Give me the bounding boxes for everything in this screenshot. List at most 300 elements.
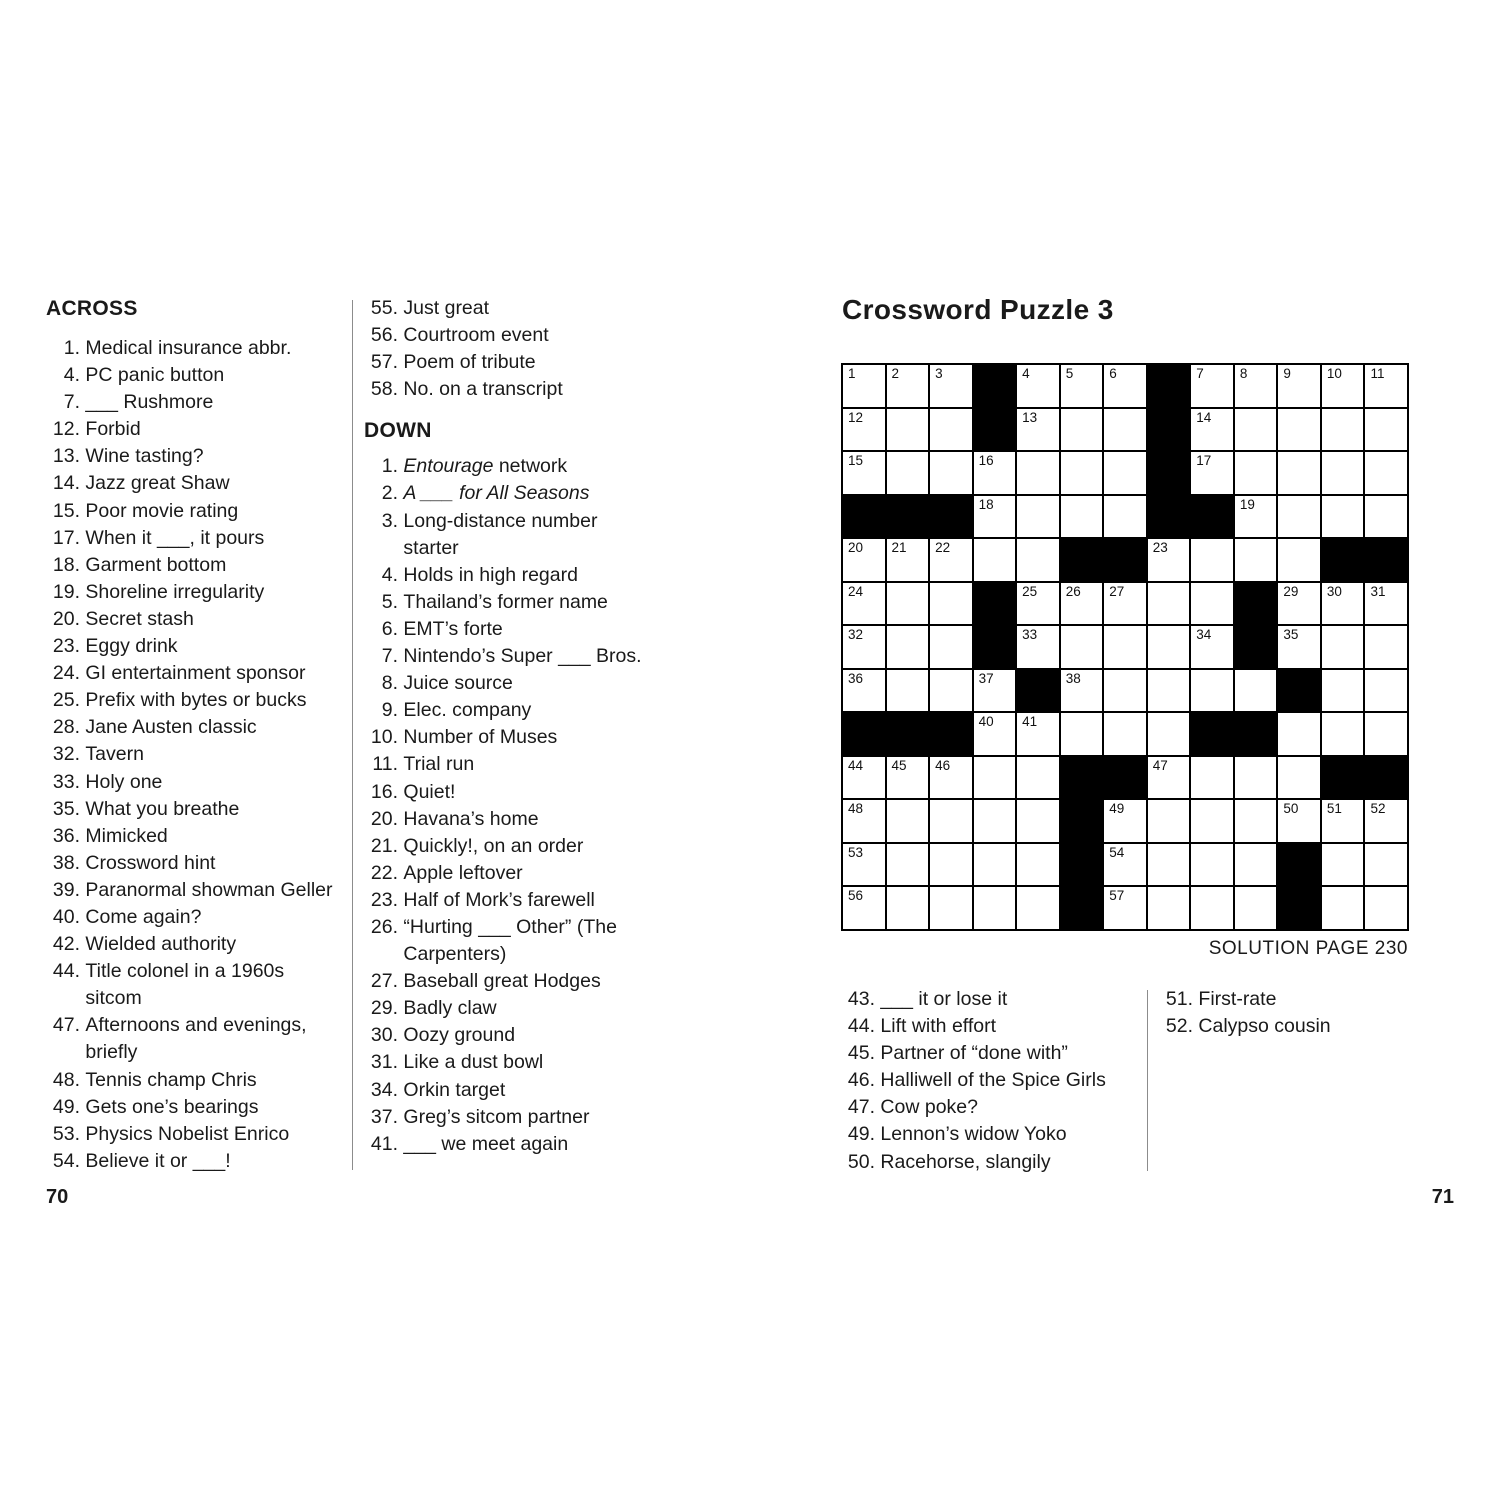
- cell-number: 9: [1283, 366, 1291, 381]
- grid-cell[interactable]: [1365, 713, 1407, 755]
- grid-cell[interactable]: [1017, 496, 1059, 538]
- cell-number: 50: [1283, 801, 1299, 817]
- grid-cell[interactable]: [1365, 452, 1407, 494]
- grid-cell[interactable]: [930, 844, 972, 886]
- grid-cell[interactable]: [887, 887, 929, 929]
- grid-cell[interactable]: [1061, 626, 1103, 668]
- cell-number: 15: [848, 453, 864, 469]
- grid-cell[interactable]: [843, 670, 885, 712]
- across-clue: 13. Wine tasting?: [52, 445, 204, 468]
- grid-cell[interactable]: [1017, 844, 1059, 886]
- cell-number: 14: [1196, 409, 1212, 425]
- grid-cell[interactable]: [1278, 409, 1320, 451]
- grid-cell[interactable]: [1017, 757, 1059, 799]
- crossword-grid[interactable]: [841, 363, 1409, 931]
- grid-cell[interactable]: [1278, 626, 1320, 668]
- down-clue: 44. Lift with effort: [847, 1015, 997, 1038]
- across-clue: 24. GI entertainment sponsor: [52, 662, 306, 685]
- grid-block: [974, 583, 1016, 625]
- grid-cell[interactable]: [930, 800, 972, 842]
- column-divider: [352, 300, 353, 1170]
- grid-cell[interactable]: [930, 539, 972, 581]
- grid-cell[interactable]: [1104, 496, 1146, 538]
- cell-number: 30: [1326, 583, 1342, 599]
- grid-cell[interactable]: [1148, 887, 1190, 929]
- down-clue-list: [364, 508, 694, 1158]
- grid-cell[interactable]: [1017, 713, 1059, 755]
- grid-cell[interactable]: [1104, 626, 1146, 668]
- grid-cell[interactable]: [1322, 626, 1364, 668]
- cell-number: 47: [1152, 757, 1168, 773]
- grid-cell[interactable]: [887, 670, 929, 712]
- grid-cell[interactable]: [1104, 844, 1146, 886]
- cell-number: 26: [1065, 583, 1081, 599]
- down-heading: DOWN: [364, 419, 432, 443]
- grid-cell[interactable]: [843, 583, 885, 625]
- grid-block: [1148, 365, 1190, 407]
- grid-block: [843, 713, 885, 755]
- grid-cell[interactable]: [1104, 583, 1146, 625]
- down-clue: 52. Calypso cousin: [1165, 1015, 1331, 1038]
- grid-cell[interactable]: [1365, 844, 1407, 886]
- down-clue-1: 1. Entourage network: [381, 455, 568, 478]
- grid-cell[interactable]: [887, 844, 929, 886]
- grid-cell[interactable]: [930, 670, 972, 712]
- grid-cell[interactable]: [1191, 539, 1233, 581]
- cell-number: 46: [935, 757, 951, 773]
- grid-block: [1104, 757, 1146, 799]
- cell-number: 40: [978, 714, 994, 730]
- grid-cell[interactable]: [1365, 583, 1407, 625]
- cell-number: 11: [1370, 366, 1385, 381]
- cell-number: 34: [1196, 627, 1212, 643]
- grid-block: [1104, 539, 1146, 581]
- grid-block: [1278, 670, 1320, 712]
- grid-cell[interactable]: [1148, 670, 1190, 712]
- grid-cell[interactable]: [843, 539, 885, 581]
- grid-cell[interactable]: [974, 713, 1016, 755]
- down-clue: 27. Baseball great Hodges: [370, 970, 601, 993]
- grid-block: [1061, 800, 1103, 842]
- grid-block: [930, 713, 972, 755]
- across-clue: 23. Eggy drink: [52, 635, 178, 658]
- cell-number: 38: [1065, 670, 1081, 686]
- down-clue: 23. Half of Mork’s farewell: [370, 888, 595, 911]
- down-clue: 41. ___ we meet again: [370, 1132, 569, 1155]
- grid-cell[interactable]: [1017, 626, 1059, 668]
- across-clue: 56. Courtroom event: [370, 324, 549, 347]
- grid-cell[interactable]: [1235, 800, 1277, 842]
- grid-cell[interactable]: [1148, 844, 1190, 886]
- grid-cell[interactable]: [1061, 409, 1103, 451]
- across-clue: 36. Mimicked: [52, 824, 168, 847]
- grid-cell[interactable]: [1235, 409, 1277, 451]
- grid-block: [1191, 713, 1233, 755]
- grid-cell[interactable]: [1017, 887, 1059, 929]
- grid-cell[interactable]: [1235, 452, 1277, 494]
- puzzle-title: Crossword Puzzle 3: [842, 294, 1114, 325]
- cell-number: 18: [978, 496, 994, 512]
- grid-cell[interactable]: [1017, 800, 1059, 842]
- down-clue: 16. Quiet!: [370, 780, 456, 803]
- page-number-left: 70: [46, 1186, 69, 1208]
- grid-cell[interactable]: [843, 800, 885, 842]
- grid-cell[interactable]: [1322, 844, 1364, 886]
- clue-column-2: [364, 295, 694, 1158]
- across-clue: 19. Shoreline irregularity: [52, 580, 265, 603]
- across-clue: 44. Title colonel in a 1960s: [52, 960, 285, 983]
- grid-cell[interactable]: [1365, 626, 1407, 668]
- down-clue: 49. Lennon’s widow Yoko: [847, 1123, 1067, 1146]
- down-clue-list-continued: [841, 986, 1141, 1176]
- grid-cell[interactable]: [887, 583, 929, 625]
- across-clue: 54. Believe it or ___!: [52, 1149, 231, 1172]
- grid-cell[interactable]: [1061, 365, 1103, 407]
- down-clue: 6. EMT’s forte: [381, 617, 503, 640]
- cell-number: 22: [935, 540, 951, 556]
- grid-cell[interactable]: [1365, 365, 1407, 407]
- grid-cell[interactable]: [1148, 583, 1190, 625]
- grid-block: [1061, 757, 1103, 799]
- down-clue: 46. Halliwell of the Spice Girls: [847, 1069, 1106, 1092]
- grid-cell[interactable]: [1061, 583, 1103, 625]
- grid-cell[interactable]: [1191, 626, 1233, 668]
- grid-cell[interactable]: [1322, 452, 1364, 494]
- cell-number: 45: [891, 757, 907, 773]
- cell-number: 4: [1022, 366, 1030, 381]
- grid-cell[interactable]: [974, 670, 1016, 712]
- cell-number: 19: [1239, 496, 1255, 512]
- grid-cell[interactable]: [887, 539, 929, 581]
- solution-page-note: SOLUTION PAGE 230: [1208, 938, 1408, 959]
- grid-cell[interactable]: [930, 887, 972, 929]
- grid-block: [1148, 496, 1190, 538]
- cell-number: 8: [1239, 366, 1248, 381]
- grid-cell[interactable]: [1235, 539, 1277, 581]
- cell-number: 27: [1109, 583, 1125, 599]
- grid-cell[interactable]: [1278, 713, 1320, 755]
- grid-cell[interactable]: [1278, 583, 1320, 625]
- cell-number: 16: [978, 453, 994, 469]
- grid-cell[interactable]: [1148, 713, 1190, 755]
- grid-block: [1017, 670, 1059, 712]
- cell-number: 1: [848, 366, 856, 381]
- down-clue-list-end: [1159, 986, 1459, 1040]
- across-clue: 25. Prefix with bytes or bucks: [52, 689, 307, 712]
- grid-cell[interactable]: [1017, 583, 1059, 625]
- cell-number: 54: [1109, 844, 1125, 860]
- grid-cell[interactable]: [930, 626, 972, 668]
- across-clue: 4. PC panic button: [63, 364, 225, 387]
- across-clue-continuation: sitcom: [80, 987, 142, 1010]
- cell-number: 32: [848, 627, 864, 643]
- grid-block: [1365, 757, 1407, 799]
- cell-number: 56: [848, 888, 864, 904]
- across-clue: 17. When it ___, it pours: [52, 526, 265, 549]
- grid-cell[interactable]: [1061, 496, 1103, 538]
- grid-cell[interactable]: [843, 844, 885, 886]
- grid-cell[interactable]: [1278, 757, 1320, 799]
- across-clue: 33. Holy one: [52, 770, 163, 793]
- down-clue: 7. Nintendo’s Super ___ Bros.: [381, 645, 642, 668]
- grid-cell[interactable]: [1235, 757, 1277, 799]
- cell-number: 24: [848, 583, 864, 599]
- cell-number: 33: [1022, 627, 1038, 643]
- grid-cell[interactable]: [843, 757, 885, 799]
- cell-number: 52: [1370, 801, 1386, 817]
- cell-number: 37: [978, 670, 994, 686]
- cell-number: 5: [1065, 366, 1074, 381]
- grid-block: [1235, 626, 1277, 668]
- grid-cell[interactable]: [1365, 800, 1407, 842]
- down-clue-continuation: starter: [398, 536, 459, 559]
- grid-block: [1061, 539, 1103, 581]
- down-clue: 3. Long-distance number: [381, 509, 598, 532]
- grid-cell[interactable]: [1104, 887, 1146, 929]
- cell-number: 51: [1326, 801, 1342, 817]
- cell-number: 6: [1109, 366, 1117, 381]
- grid-block: [1191, 496, 1233, 538]
- grid-block: [1235, 713, 1277, 755]
- grid-cell[interactable]: [974, 496, 1016, 538]
- down-clue: 5. Thailand’s former name: [381, 590, 608, 613]
- down-clue: 21. Quickly!, on an order: [370, 834, 584, 857]
- grid-cell[interactable]: [1148, 626, 1190, 668]
- across-clue: 14. Jazz great Shaw: [52, 472, 230, 495]
- cell-number: 20: [848, 540, 864, 556]
- grid-cell[interactable]: [1278, 496, 1320, 538]
- across-clue: 39. Paranormal showman Geller: [52, 878, 333, 901]
- across-heading: ACROSS: [46, 297, 138, 320]
- grid-cell[interactable]: [843, 409, 885, 451]
- grid-cell[interactable]: [1104, 800, 1146, 842]
- down-clue: 4. Holds in high regard: [381, 563, 578, 586]
- across-clue: 58. No. on a transcript: [370, 378, 563, 401]
- grid-cell[interactable]: [887, 409, 929, 451]
- cell-number: 41: [1022, 714, 1038, 730]
- grid-cell[interactable]: [1191, 583, 1233, 625]
- down-clue: 20. Havana’s home: [370, 807, 539, 830]
- grid-block: [974, 626, 1016, 668]
- grid-cell[interactable]: [1365, 409, 1407, 451]
- grid-cell[interactable]: [887, 626, 929, 668]
- grid-cell[interactable]: [1148, 757, 1190, 799]
- grid-cell[interactable]: [1104, 365, 1146, 407]
- grid-cell[interactable]: [843, 626, 885, 668]
- across-clue: 55. Just great: [370, 297, 490, 319]
- grid-cell[interactable]: [974, 539, 1016, 581]
- cell-number: 53: [848, 844, 864, 860]
- grid-block: [1322, 757, 1364, 799]
- cell-number: 57: [1109, 888, 1125, 904]
- grid-cell[interactable]: [887, 800, 929, 842]
- down-clue-2: 2. A ___ for All Seasons: [381, 482, 590, 505]
- grid-cell[interactable]: [843, 365, 885, 407]
- grid-block: [1061, 844, 1103, 886]
- down-clue: 26. “Hurting ___ Other” (The: [370, 915, 617, 938]
- grid-cell[interactable]: [1322, 800, 1364, 842]
- across-clue: 32. Tavern: [52, 743, 144, 766]
- down-clue: 43. ___ it or lose it: [847, 988, 1008, 1010]
- grid-block: [1061, 887, 1103, 929]
- grid-cell[interactable]: [1278, 539, 1320, 581]
- down-clue: 22. Apple leftover: [370, 861, 523, 884]
- grid-cell[interactable]: [1104, 713, 1146, 755]
- grid-cell[interactable]: [887, 452, 929, 494]
- grid-cell[interactable]: [1017, 365, 1059, 407]
- across-clue: 53. Physics Nobelist Enrico: [52, 1122, 290, 1145]
- grid-cell[interactable]: [1278, 800, 1320, 842]
- cell-number: 49: [1109, 801, 1125, 817]
- down-clue: 29. Badly claw: [370, 997, 497, 1020]
- down-clue: 37. Greg’s sitcom partner: [370, 1105, 590, 1128]
- across-clue-list: [46, 335, 346, 1175]
- cell-number: 23: [1152, 540, 1168, 556]
- cell-number: 36: [848, 670, 864, 686]
- grid-cell[interactable]: [930, 583, 972, 625]
- grid-cell[interactable]: [1191, 452, 1233, 494]
- grid-cell[interactable]: [843, 452, 885, 494]
- cell-number: 2: [891, 366, 900, 381]
- down-clue: 47. Cow poke?: [847, 1096, 978, 1119]
- grid-cell[interactable]: [1322, 887, 1364, 929]
- down-clue: 11. Trial run: [372, 753, 475, 776]
- across-column: [46, 295, 346, 1175]
- cell-number: 25: [1022, 583, 1038, 599]
- grid-cell[interactable]: [1365, 670, 1407, 712]
- grid-cell[interactable]: [974, 887, 1016, 929]
- grid-cell[interactable]: [1191, 670, 1233, 712]
- grid-cell[interactable]: [1278, 365, 1320, 407]
- grid-cell[interactable]: [1322, 365, 1364, 407]
- grid-cell[interactable]: [974, 844, 1016, 886]
- cell-number: 44: [848, 757, 864, 773]
- grid-cell[interactable]: [1191, 365, 1233, 407]
- across-clue: 28. Jane Austen classic: [52, 716, 257, 739]
- grid-cell[interactable]: [1322, 496, 1364, 538]
- grid-cell[interactable]: [1235, 887, 1277, 929]
- down-clue: 9. Elec. company: [381, 699, 532, 722]
- grid-cell[interactable]: [1235, 365, 1277, 407]
- down-clue: 8. Juice source: [381, 672, 513, 695]
- cell-number: 7: [1196, 366, 1204, 381]
- grid-cell[interactable]: [930, 452, 972, 494]
- grid-cell[interactable]: [974, 757, 1016, 799]
- grid-cell[interactable]: [930, 409, 972, 451]
- grid-block: [1278, 887, 1320, 929]
- grid-cell[interactable]: [1061, 452, 1103, 494]
- cell-number: 31: [1370, 583, 1386, 599]
- grid-block: [887, 496, 929, 538]
- grid-block: [1148, 409, 1190, 451]
- grid-cell[interactable]: [1191, 844, 1233, 886]
- grid-cell[interactable]: [1235, 844, 1277, 886]
- across-clue-continuation: briefly: [80, 1041, 138, 1064]
- grid-cell[interactable]: [1017, 409, 1059, 451]
- across-clue: 40. Come again?: [52, 905, 202, 928]
- across-clue: 57. Poem of tribute: [370, 351, 536, 374]
- across-clue: 7. ___ Rushmore: [63, 391, 214, 414]
- cell-number: 29: [1283, 583, 1299, 599]
- grid-cell[interactable]: [1148, 800, 1190, 842]
- grid-cell[interactable]: [1191, 409, 1233, 451]
- across-clue: 48. Tennis champ Chris: [52, 1068, 257, 1091]
- grid-cell[interactable]: [887, 365, 929, 407]
- down-clue: 51. First-rate: [1165, 988, 1277, 1010]
- grid-block: [930, 496, 972, 538]
- across-clue: 42. Wielded authority: [52, 933, 237, 956]
- grid-cell[interactable]: [1104, 409, 1146, 451]
- across-clue: 38. Crossword hint: [52, 851, 216, 874]
- grid-block: [974, 409, 1016, 451]
- grid-cell[interactable]: [1104, 670, 1146, 712]
- grid-cell[interactable]: [1061, 670, 1103, 712]
- across-clue: 35. What you breathe: [52, 797, 240, 820]
- across-clue: 1. Medical insurance abbr.: [63, 337, 292, 359]
- grid-cell[interactable]: [1278, 452, 1320, 494]
- cell-number: 10: [1326, 366, 1342, 381]
- grid-cell[interactable]: [1017, 539, 1059, 581]
- grid-cell[interactable]: [1322, 670, 1364, 712]
- grid-cell[interactable]: [1191, 757, 1233, 799]
- grid-block: [843, 496, 885, 538]
- grid-block: [887, 713, 929, 755]
- across-clue: 20. Secret stash: [52, 607, 194, 630]
- grid-cell[interactable]: [1365, 887, 1407, 929]
- grid-cell[interactable]: [930, 365, 972, 407]
- grid-block: [1278, 844, 1320, 886]
- grid-cell[interactable]: [974, 800, 1016, 842]
- down-clue-continuation: Carpenters): [398, 943, 507, 966]
- across-clue: 15. Poor movie rating: [52, 499, 239, 522]
- cell-number: 48: [848, 801, 864, 817]
- cell-number: 21: [891, 540, 907, 556]
- across-clue: 18. Garment bottom: [52, 553, 227, 576]
- cell-number: 35: [1283, 627, 1299, 643]
- grid-cell[interactable]: [1191, 800, 1233, 842]
- grid-cell[interactable]: [1235, 670, 1277, 712]
- down-clue: 10. Number of Muses: [370, 726, 558, 749]
- down-clue: 31. Like a dust bowl: [370, 1051, 544, 1074]
- grid-cell[interactable]: [1322, 583, 1364, 625]
- cell-number: 13: [1022, 409, 1038, 425]
- page-number-right: 71: [1431, 1186, 1454, 1208]
- grid-cell[interactable]: [974, 452, 1016, 494]
- grid-cell[interactable]: [1322, 713, 1364, 755]
- down-clue: 45. Partner of “done with”: [847, 1042, 1068, 1065]
- grid-cell[interactable]: [1061, 713, 1103, 755]
- cell-number: 17: [1196, 453, 1212, 469]
- grid-block: [1322, 539, 1364, 581]
- grid-cell[interactable]: [1365, 496, 1407, 538]
- grid-cell[interactable]: [1235, 496, 1277, 538]
- grid-block: [1235, 583, 1277, 625]
- grid-cell[interactable]: [1191, 887, 1233, 929]
- column-divider: [1147, 990, 1148, 1171]
- down-clue: 50. Racehorse, slangily: [847, 1150, 1051, 1173]
- grid-cell[interactable]: [843, 887, 885, 929]
- grid-cell[interactable]: [887, 757, 929, 799]
- grid-cell[interactable]: [1322, 409, 1364, 451]
- grid-block: [1148, 452, 1190, 494]
- grid-cell[interactable]: [1017, 452, 1059, 494]
- grid-block: [1365, 539, 1407, 581]
- across-clue-list-continued: [364, 295, 694, 403]
- grid-cell[interactable]: [1148, 539, 1190, 581]
- down-clue: 30. Oozy ground: [370, 1024, 516, 1047]
- grid-cell[interactable]: [1104, 452, 1146, 494]
- grid-cell[interactable]: [930, 757, 972, 799]
